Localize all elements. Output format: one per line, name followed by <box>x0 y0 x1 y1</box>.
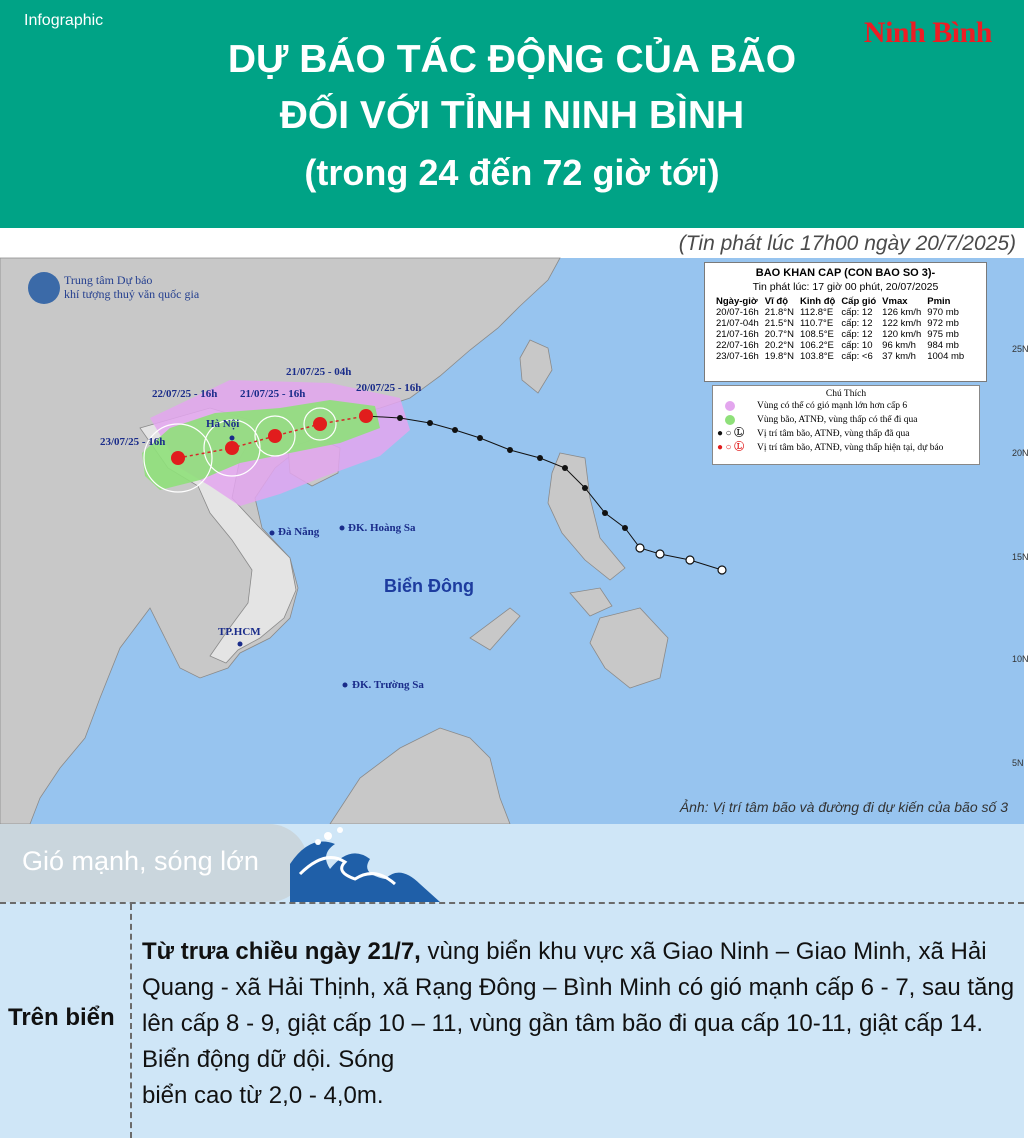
bulletin-cell: 110.7°E <box>799 318 834 329</box>
bulletin-table <box>713 296 967 362</box>
table-divider-vertical <box>130 904 132 1138</box>
legend-item <box>713 413 979 427</box>
bulletin-cell: 96 km/h <box>882 340 916 351</box>
bulletin-cell: 106.2°E <box>799 340 834 351</box>
bulletin-cell: 37 km/h <box>882 351 916 362</box>
bulletin-cell: 103.8°E <box>799 351 834 362</box>
wave-icon <box>290 824 440 902</box>
past-low-markers <box>636 544 726 574</box>
legend-title: Chú Thích <box>825 389 867 399</box>
map-legend <box>712 385 980 465</box>
bulletin-cell: 108.5°E <box>799 329 834 340</box>
track-label-3: 21/07/25 - 16h <box>240 388 306 400</box>
bulletin-cell: 112.8°E <box>799 307 834 318</box>
track-label-4: 21/07/25 - 04h <box>286 366 352 378</box>
mainland-landmass <box>0 258 560 824</box>
bulletin-cell: 126 km/h <box>882 307 922 318</box>
bulletin-cell: 122 km/h <box>882 318 922 329</box>
table-row-body <box>142 934 1018 1114</box>
agency-logo-icon <box>28 272 60 304</box>
bulletin-cell: cấp: 12 <box>841 307 873 318</box>
lat-tick-10: 10N <box>1012 654 1029 664</box>
table-row-tail: biển cao từ 2,0 - 4,0m. <box>142 1082 384 1109</box>
bulletin-cell: 21.8°N <box>764 307 794 318</box>
legend-item-label: Vị trí tâm bão, ATNĐ, vùng thấp đã qua <box>757 429 910 439</box>
map-caption: Ảnh: Vị trí tâm bão và đường đi dự kiến của bão số 3 <box>679 799 1008 815</box>
bulletin-cell: 970 mb <box>927 307 959 318</box>
issue-dateline: (Tin phát lúc 17h00 ngày 20/7/2025) <box>678 232 1016 255</box>
track-label-5: 20/07/25 - 16h <box>356 382 422 394</box>
bulletin-cell: 20.2°N <box>764 340 794 351</box>
luzon-island <box>548 453 625 580</box>
page-title-line3: (trong 24 đến 72 giờ tới) <box>304 152 720 193</box>
section-banner-pill <box>0 824 308 902</box>
publisher-logo[interactable]: Ninh Bình <box>863 16 992 49</box>
bulletin-cell: 19.8°N <box>764 351 794 362</box>
storm-track-map <box>0 258 1029 824</box>
agency-name-line2: khí tượng thuỷ văn quốc gia <box>64 287 200 301</box>
bulletin-col-header: Vĩ độ <box>764 296 789 307</box>
place-label-hoangsa: ĐK. Hoàng Sa <box>348 522 416 534</box>
bulletin-cell: 21.5°N <box>764 318 794 329</box>
legend-swatch-wind <box>725 401 735 411</box>
bulletin-cell: 22/07-16h <box>716 340 759 351</box>
legend-item-label: Vị trí tâm bão, ATNĐ, vùng thấp hiện tại, dự báo <box>757 443 944 453</box>
lat-tick-15: 15N <box>1012 552 1029 562</box>
bulletin-row <box>713 318 967 329</box>
bulletin-cell: 120 km/h <box>882 329 922 340</box>
bulletin-cell: 21/07-16h <box>716 329 759 340</box>
past-position-icon: ● ○ Ⓛ <box>717 428 745 439</box>
legend-item <box>713 399 979 413</box>
bulletin-cell: 21/07-04h <box>716 318 759 329</box>
page-title-line2: ĐỐI VỚI TỈNH NINH BÌNH <box>279 94 745 137</box>
legend-item <box>713 441 979 455</box>
legend-item-label: Vùng bão, ATNĐ, vùng thấp có thể đi qua <box>757 415 918 425</box>
kicker-label: Infographic <box>24 12 104 29</box>
bulletin-col-header: Kinh độ <box>799 296 836 307</box>
legend-swatch-path <box>725 415 735 425</box>
agency-name-line1: Trung tâm Dự báo <box>64 273 153 287</box>
mindanao-island <box>590 608 668 688</box>
bulletin-title: BAO KHAN CAP (CON BAO SO 3)- <box>755 267 936 279</box>
table-divider-top <box>0 902 1024 904</box>
agency-name <box>64 273 199 301</box>
section-banner <box>0 824 1024 902</box>
forecast-position-icon: ● ○ Ⓛ <box>717 442 745 453</box>
place-label-truongsa: ĐK. Trường Sa <box>352 679 424 691</box>
taiwan-island <box>520 340 552 393</box>
bulletin-row <box>713 329 967 340</box>
table-row-label: Trên biển <box>8 1004 115 1031</box>
table-row-lead: Từ trưa chiều ngày 21/7, <box>142 938 421 965</box>
bulletin-cell: cấp: 10 <box>841 340 873 351</box>
lat-tick-25: 25N <box>1012 344 1029 354</box>
legend-item-label: Vùng có thể có gió mạnh lớn hơn cấp 6 <box>757 401 908 411</box>
place-label-tphcm: TP.HCM <box>218 626 261 638</box>
bulletin-subtitle: Tin phát lúc: 17 giờ 00 phút, 20/07/2025 <box>752 281 939 293</box>
bulletin-cell: 975 mb <box>927 329 959 340</box>
header-band <box>0 0 1024 228</box>
page-title-line1: DỰ BÁO TÁC ĐỘNG CỦA BÃO <box>227 38 797 81</box>
sea-label: Biển Đông <box>384 576 474 596</box>
place-label-hanoi: Hà Nội <box>206 418 240 430</box>
bulletin-cell: 20/07-16h <box>716 307 759 318</box>
borneo-island <box>330 728 510 824</box>
section-banner-label: Gió mạnh, sóng lớn <box>22 846 259 876</box>
bulletin-header-row <box>713 296 967 307</box>
bulletin-row <box>713 307 967 318</box>
bulletin-cell: 972 mb <box>927 318 959 329</box>
bulletin-cell: 1004 mb <box>927 351 965 362</box>
legend-item <box>713 427 979 441</box>
bulletin-col-header: Pmin <box>927 296 951 307</box>
track-label-1: 23/07/25 - 16h <box>100 436 166 448</box>
place-label-danang: Đà Nẵng <box>278 526 320 538</box>
storm-bulletin-box <box>704 262 987 382</box>
table-row-text: vùng biển khu vực xã Giao Ninh – Giao Minh, xã Hải Quang - xã Hải Thịnh, xã Rạng Đông – Bình Minh có gió mạnh cấp 6 - 7, sau tăng lên cấp 8 - 9, giật cấp 10 – 11, vùng gần tâm bão đi qua cấp 10-11, giật cấp 14. Biển động dữ dội. Sóng <box>142 938 1015 1073</box>
bulletin-cell: 984 mb <box>927 340 959 351</box>
lat-tick-20: 20N <box>1012 448 1029 458</box>
bulletin-cell: 23/07-16h <box>716 351 759 362</box>
bulletin-cell: 20.7°N <box>764 329 794 340</box>
bulletin-body <box>713 307 967 362</box>
bulletin-row <box>713 351 967 362</box>
bulletin-cell: cấp: 12 <box>841 318 873 329</box>
bulletin-cell: cấp: <6 <box>841 351 873 362</box>
bulletin-cell: cấp: 12 <box>841 329 873 340</box>
bulletin-col-header: Ngày-giờ <box>716 296 758 307</box>
track-label-2: 22/07/25 - 16h <box>152 388 218 400</box>
bulletin-row <box>713 340 967 351</box>
past-track-line <box>366 416 722 570</box>
bulletin-col-header: Vmax <box>882 296 908 307</box>
bulletin-col-header: Cấp gió <box>841 296 877 307</box>
lat-tick-5: 5N <box>1012 758 1024 768</box>
